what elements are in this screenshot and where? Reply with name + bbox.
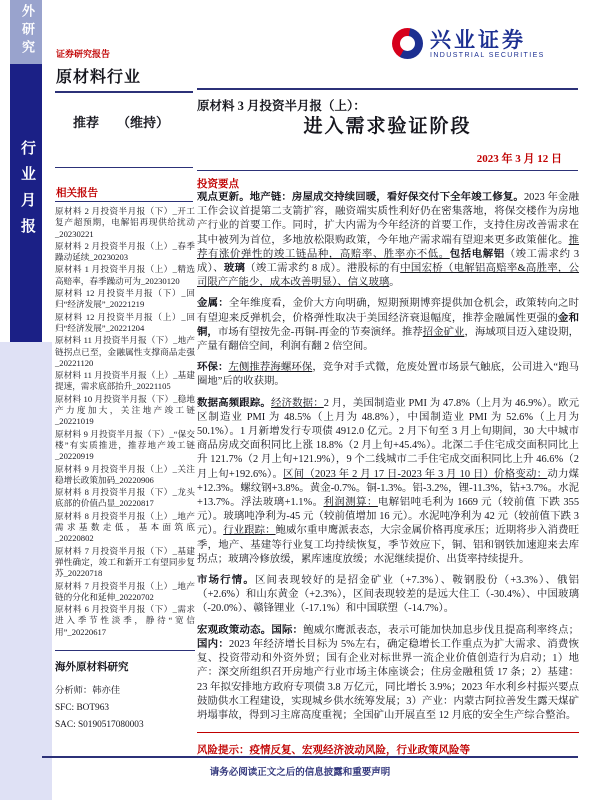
rating-row [73,112,169,131]
summary-text-segment: 数据高频跟踪。 [197,397,271,409]
related-report-item: 原材料 9 月投资半月报（下）_“保交楼”有实质推进，推荐地产竣工链_20220919 [55,428,195,462]
summary-text-segment: 鲍威尔鹰派表态，表示可能加快加息步伐且提高利率终点； [303,624,580,636]
related-report-item: 原材料 8 月投资半月报（上）_地产需求基数走低，基本面筑底_20220802 [55,510,195,544]
summary-paragraph [197,397,579,567]
analyst-name: 分析师：韩亦佳 [55,686,121,696]
summary-text-segment: 市场行情。 [197,575,255,587]
summary-text-segment: （竣工需求约 8 成）。港股标的有 [245,263,401,275]
brand-logo [392,28,545,59]
related-report-item: 原材料 2 月投资半月报（上）_春季躁动延续_20230203 [55,240,195,263]
summary-text-segment: ，海域项目迈入建设期，产量有翻倍空间，利润有翻 2 倍空间。 [197,326,580,353]
summary-text-segment: 观点更新。地产链：房屋成交持续回暖，看好保交付下全年竣工修复。 [197,192,524,203]
divider [197,88,578,90]
summary-text-segment: 左侧推荐海螺环保 [228,362,313,374]
related-report-item: 原材料 6 月投资半月报（下）_需求进入季节性淡季，静待“宽信用”_20220617 [55,604,195,637]
rating-value: 推荐 [73,115,100,130]
divider [55,167,193,168]
related-report-item: 原材料 8 月投资半月报（下）_龙头底部的价值凸显_20220817 [55,487,195,509]
related-report-item: 原材料 1 月投资半月报（上）_精选高赔率，春季躁动可为_20230120 [55,264,195,286]
publish-date: 2023 年 3 月 12 日 [476,153,562,165]
summary-text-segment: ，竞争对手式微，危废处置市场景气触底，公司进入“跑马圈地”后的收获期。 [197,362,580,388]
brand-logo-icon [392,28,423,59]
summary-text-segment: 推荐有涨价弹性的竣工链品种，高赔率、胜率亦不低。 [197,234,579,260]
analyst-team: 海外原材料研究 [55,662,129,673]
summary-text-segment: 区间表现较好的是招金矿业（+7.3%）、鞍钢股份（+3.3%）、俄铝（+2.6%）和山东黄金（+2.3%），区间表现较差的是远大住工（-30.4%）、中国玻璃（-20.0%）、赣锋锂业（-17.1%）和中国联塑（-14.7%）。 [197,575,580,615]
sidebar-lavender-band [0,342,52,800]
summary-text-segment: 2023 年经济增长目标为 5%左右，确定稳增长工作重点为扩大需求、消费恢复、投资带动和外资外贸；国有企业对标世界一流企业价值创造行为启动；1）地产：深交所组织召开房地产行业市场主体座谈会；住房金融租赁 17 条；2）基建：23 年拟安排地方政府专项债 3.8 万亿元，同比增长 3.9%；2023 年水利乡村振兴要点鼓励供水工程建设，实现城乡供水统筹发展；3）产业：内蒙古阿拉善发生露天煤矿坍塌事故，得到习主席高度重视；全国矿山开展直至 12 月底的安全生产综合整治。 [197,638,580,721]
related-report-item: 原材料 11 月投资半月报（上）_基建提速，需求底部抬升_20221105 [55,370,195,392]
related-report-item: 原材料 12 月投资半月报（下）_回归“经济发展”_20221219 [55,288,195,310]
summary-text-segment: 2 月，美国制造业 PMI 为 47.8%（上月为 46.9%）。欧元区制造业 PMI 为 48.5%（上月为 48.8%），中国制造业 PMI 为 52.6%（上月为 50.1%）。1 月新增发行专项债 4912.0 亿元。2 月下旬至 3 月上旬期间，30 大中城市商品房成交面积同比上涨 18.8%（2 月上旬+45.4%）。北深二手住宅成交面积同比上升 121.7%（2 月上旬+121.9%），9 个二线城市二手住宅成交面积同比上升 46.6%（2 月上旬+192.6%）。 [197,397,580,480]
summary-text-segment: （竣工需求约 3 成）、 [197,248,580,275]
summary-text-segment: 动力煤+12.3%。螺纹钢+3.8%。黄金-0.7%。铜-1.3%。铝-3.2%，锂-11.3%，钴+3.7%。水泥+13.7%。浮法玻璃+1.1%。 [197,468,580,509]
summary-text-segment: 宏观政策动态。国际： [197,624,304,636]
report-type-label: 证券研究报告 [56,49,111,59]
brand-name-en: INDUSTRIAL SECURITIES [430,52,545,59]
related-report-item: 原材料 7 月投资半月报（上）_地产链的分化和延伸_20220702 [55,580,195,602]
summary-text-segment: 国内： [197,638,230,650]
summary-paragraph [197,574,579,617]
summary-text-segment: 包括电解铝 [449,248,505,260]
summary-text-segment: 金和铜， [197,312,580,338]
summary-text-segment: 利润测算： [323,497,378,509]
summary-text-segment: 玻璃 [223,263,246,275]
sidebar-tag-industry-monthly: 行业月报 [19,140,35,244]
summary-text-segment: 区间（2023 年 2 月 17 日-2023 年 3 月 10 日）价格变动： [283,468,548,480]
related-report-item: 原材料 11 月投资半月报（下）_地产链拐点已至，金融属性支撑商品走强_20221120 [55,335,195,368]
summary-paragraph [197,624,579,723]
related-report-item: 原材料 12 月投资半月报（上）_回归“经济发展”_20221204 [55,311,195,333]
summary-text-segment: 环保： [197,362,229,374]
report-title-line1: 原材料 3 月投资半月报（上）： [197,99,366,113]
risk-warning: 风险提示：疫情反复、宏观经济波动风险，行业政策风险等 [197,732,579,757]
related-report-item: 原材料 7 月投资半月报（下）_基建弹性确定，竣工和新开工有望同步复苏_20220718 [55,545,195,579]
summary-text-segment: 全年维度看，金价大方向明确，短期预期博弈提供加仓机会，政策转向之时有望迎来反弹机会，价格弹性取决于美国经济衰退幅度，推荐金融属性更强的 [197,298,580,324]
summary-text-segment: 金属： [197,298,229,310]
industry-title: 原材料行业 [56,69,142,86]
summary-heading: 投资要点 [197,179,239,190]
related-report-item: 原材料 10 月投资半月报（下）_稳地产力度加大，关注地产竣工链_20221019 [55,393,195,427]
related-report-item: 原材料 9 月投资半月报（上）_关注稳增长政策加码_20220906 [55,463,195,485]
summary-text-segment: 行业跟踪： [223,525,276,537]
divider [197,170,578,171]
analyst-sfc: SFC: BOT963 [55,703,109,713]
footer-disclaimer: 请务必阅读正文之后的信息披露和重要声明 [209,768,391,778]
analyst-block [55,650,195,737]
brand-logo-text [430,28,545,59]
footer-divider [42,756,578,758]
sidebar-tag-overseas-research: 外研究 [20,4,35,58]
summary-paragraph [197,361,579,389]
summary-paragraph [197,297,579,354]
analyst-sac: SAC: S0190517080003 [55,720,144,730]
related-reports-heading: 相关报告 [56,188,98,199]
brand-name-cn: 兴业证券 [430,28,526,52]
summary-text-segment: 经济数据： [270,397,324,409]
summary-paragraph [197,191,579,290]
summary-text-segment: 招金矿业 [422,326,465,338]
summary-text-segment: 鲍威尔重申鹰派表态，大宗金属价格再度承压；近期将步入消费旺季，地产、基建等行业复工均持续恢复，季节效应下，铜、铝和钢铁加速迎来去库拐点；玻璃冷修放缓，累库速度放缓；水泥继续提价、出货率持续提升。 [197,525,579,565]
divider [55,91,193,93]
summary-text-segment: 市场有望按先金-再铜-再金的节奏演绎。推荐 [217,326,423,338]
summary-text-segment: 。 [389,277,400,289]
related-report-item: 原材料 2 月投资半月报（下）_开工复产超预期，电解铝再现供给扰动_20230221 [55,206,195,239]
summary-text-segment: 2023 年金融工作会议首提第二支箭扩容，融资端实质性利好仍在密集落地，将保交楼作为房地产行业的首要工作。同时，扩大内需为今年经济的首要工作，支持住房改善需求在其中被列为首位，多地放松限购政策，今年地产需求端有望迎来更多政策催化。 [197,192,579,246]
related-reports-list [55,206,195,639]
summary-text-segment: 电解铝吨毛利为 1669 元（较前值 下跌 355 元）。玻璃吨净利为-45 元（较前值增加 16 元）。水泥吨净利为 42 元（较前值下跌 3 元）。 [197,497,580,537]
summary-text-segment: 中国宏桥（电解铝高赔率&高胜率，公司限产产能少，成本改善明显）、信义玻璃 [197,263,579,289]
rating-status: （维持） [117,115,170,130]
report-title-line2: 进入需求验证阶段 [303,116,472,137]
divider [55,201,193,202]
summary-body [197,191,579,757]
